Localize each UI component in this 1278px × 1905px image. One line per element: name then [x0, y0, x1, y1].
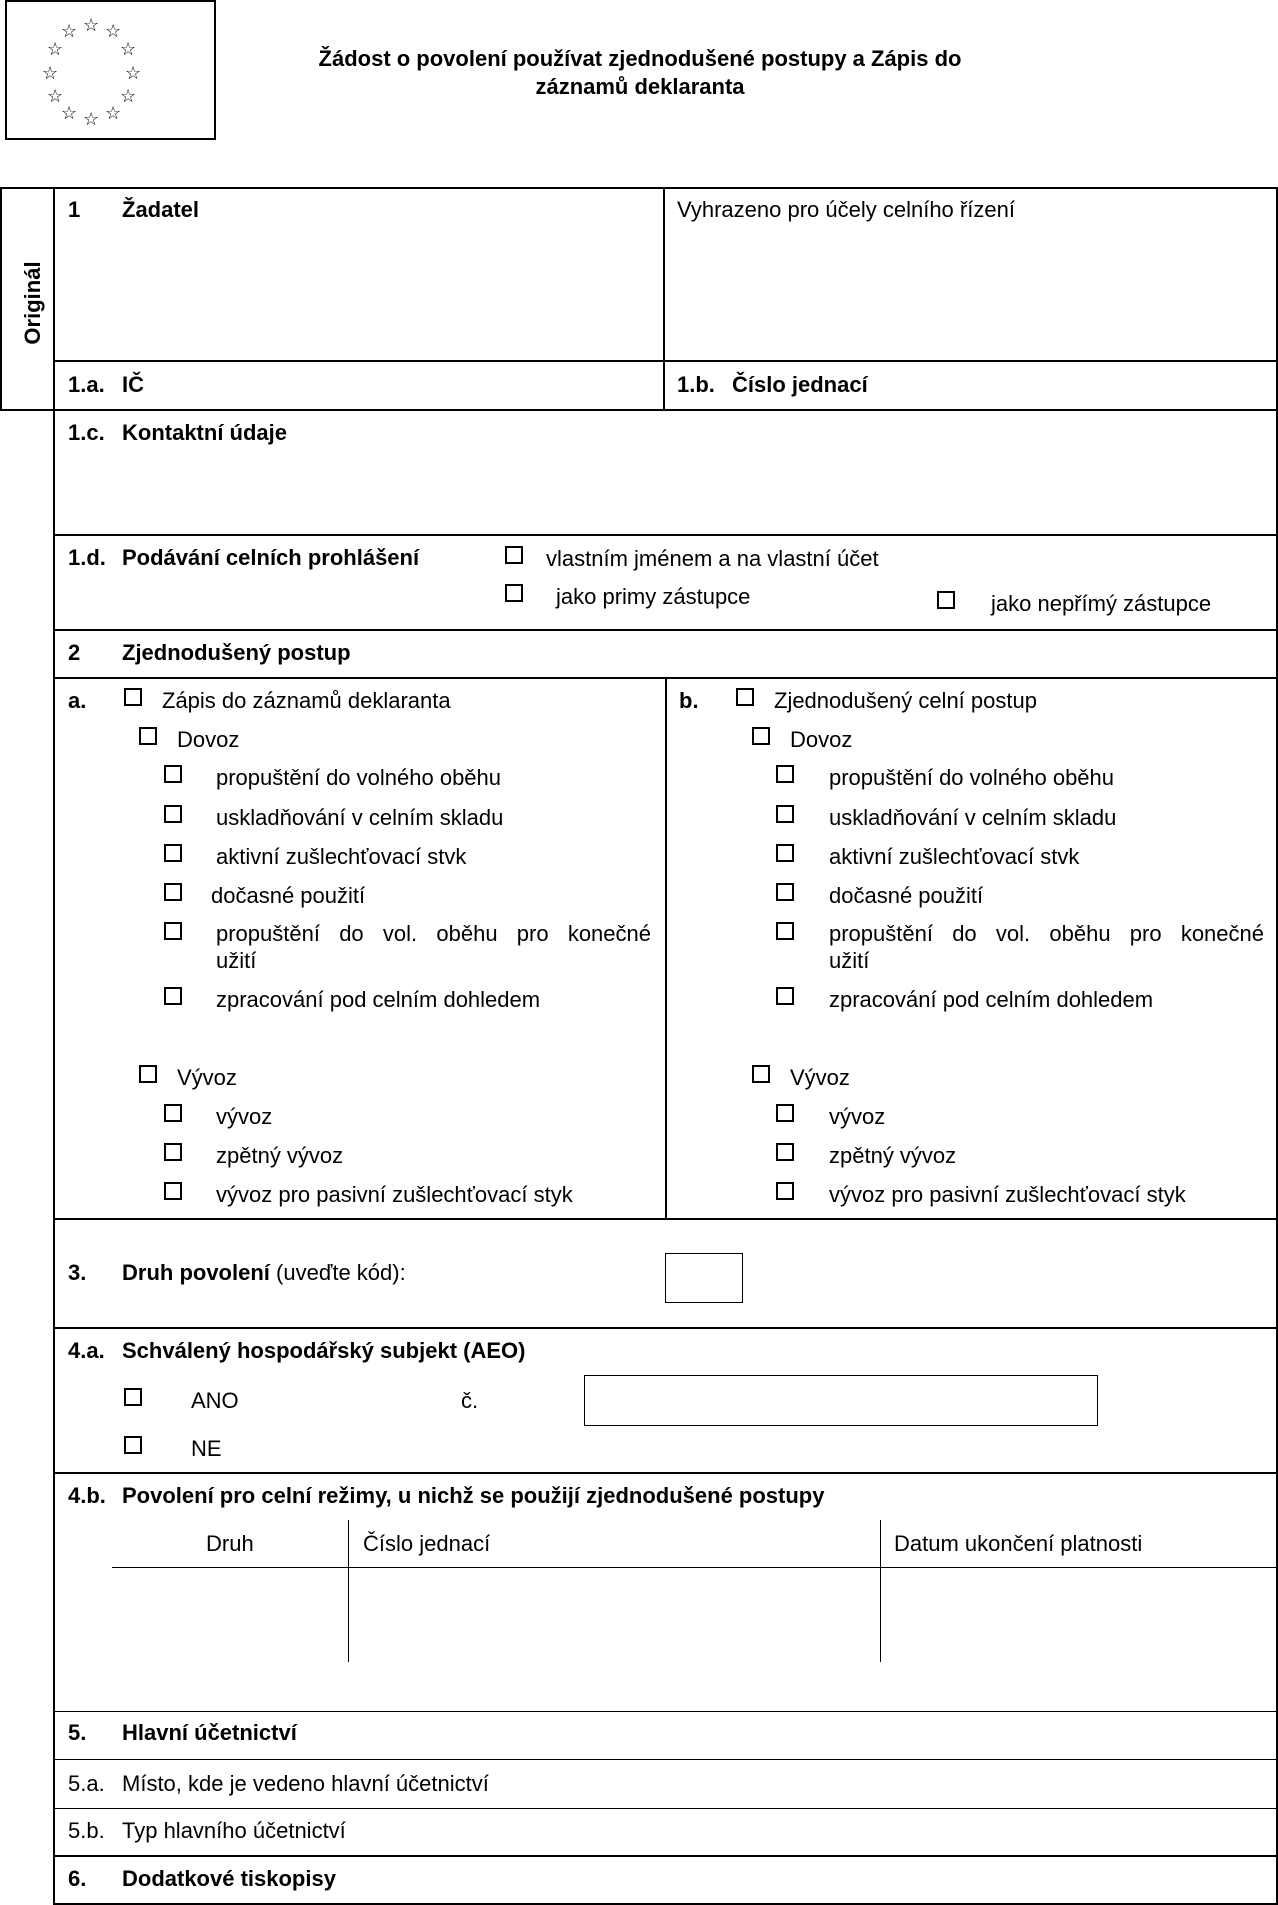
s1d-opt2-label: jako primy zástupce	[556, 584, 751, 609]
star-icon: ☆	[105, 21, 122, 41]
s2a-checkbox[interactable]	[124, 688, 142, 706]
s2a-dovoz-checkbox[interactable]	[139, 727, 157, 745]
s2a-import-checkbox-5[interactable]	[164, 922, 182, 940]
s5b-label: Typ hlavního účetnictví	[122, 1818, 346, 1843]
s2a-import-checkbox-1[interactable]	[164, 765, 182, 783]
s1c-num: 1.c.	[68, 420, 105, 445]
s4b-header-line	[112, 1567, 1278, 1568]
s3-hint: (uveďte kód):	[276, 1260, 406, 1285]
aeo-no-checkbox[interactable]	[124, 1436, 142, 1454]
s2b-import-checkbox-4[interactable]	[776, 883, 794, 901]
s2b-import-checkbox-1[interactable]	[776, 765, 794, 783]
s2-label: Zjednodušený postup	[122, 640, 351, 665]
reserved-label: Vyhrazeno pro účely celního řízení	[677, 197, 1015, 222]
s2b-import-checkbox-3[interactable]	[776, 844, 794, 862]
s1d-opt2-checkbox[interactable]	[505, 584, 523, 602]
s1a-label: IČ	[122, 372, 144, 397]
s2a-export-checkbox-1[interactable]	[164, 1104, 182, 1122]
s2-top	[53, 629, 1278, 631]
eu-flag-logo	[5, 0, 216, 140]
s1d-opt1-label: vlastním jménem a na vlastní účet	[546, 546, 879, 571]
star-icon: ☆	[125, 63, 142, 83]
s2a-import-label-5: propuštění do vol. oběhu pro konečné	[216, 921, 651, 946]
s2b-import-label-6: zpracování pod celním dohledem	[829, 987, 1154, 1012]
s5a-top	[53, 1759, 1278, 1760]
s3-num: 3.	[68, 1260, 87, 1285]
s4b-num: 4.b.	[68, 1483, 106, 1508]
s2b-import-label-5b: užití	[829, 948, 870, 973]
s2a-import-label-2: uskladňování v celním skladu	[216, 805, 504, 830]
s2b-import-label-5: propuštění do vol. oběhu pro konečné	[829, 921, 1264, 946]
s6-num: 6.	[68, 1866, 87, 1891]
s4b-label: Povolení pro celní režimy, u nichž se použijí zjednodušené postupy	[122, 1483, 825, 1508]
aeo-yes-checkbox[interactable]	[124, 1388, 142, 1406]
s2b-title: Zjednodušený celní postup	[774, 688, 1037, 713]
s5a-num: 5.a.	[68, 1771, 105, 1796]
frame-left-top	[0, 188, 2, 411]
s6-top	[53, 1855, 1278, 1857]
s2b-export-label-2: zpětný vývoz	[829, 1143, 957, 1168]
s2a-import-checkbox-4[interactable]	[164, 883, 182, 901]
s1d-opt3-label: jako nepřímý zástupce	[991, 591, 1212, 616]
s5-label: Hlavní účetnictví	[122, 1720, 297, 1745]
s2b-checkbox[interactable]	[736, 688, 754, 706]
s4b-col-type: Druh	[206, 1531, 254, 1556]
s2a-vyvoz-checkbox[interactable]	[139, 1065, 157, 1083]
s2a-import-label-1: propuštění do volného oběhu	[216, 765, 502, 790]
s5-top	[53, 1711, 1278, 1712]
s2b-import-checkbox-5[interactable]	[776, 922, 794, 940]
s2a-title: Zápis do záznamů deklaranta	[162, 688, 451, 713]
s4b-top	[53, 1472, 1278, 1474]
title-line-1: Žádost o povolení používat zjednodušené postupy a Zápis do	[318, 46, 962, 71]
s1b-label: Číslo jednací	[732, 372, 868, 397]
star-icon: ☆	[120, 39, 137, 59]
star-icon: ☆	[120, 86, 137, 106]
s2b-export-label-3: vývoz pro pasivní zušlechťovací styk	[829, 1182, 1186, 1207]
star-icon: ☆	[42, 63, 59, 83]
frame-left	[53, 187, 55, 1905]
frame-top	[0, 187, 1278, 189]
s2b-export-label-1: vývoz	[829, 1104, 886, 1129]
s2a-import-label-4: dočasné použití	[211, 883, 366, 908]
s5b-num: 5.b.	[68, 1818, 105, 1843]
s2a-import-checkbox-6[interactable]	[164, 987, 182, 1005]
s2a-vyvoz-label: Vývoz	[177, 1065, 237, 1090]
s1d-opt3-checkbox[interactable]	[937, 591, 955, 609]
s2-divider	[665, 677, 667, 1220]
s2b-import-checkbox-2[interactable]	[776, 805, 794, 823]
s2b-import-label-3: aktivní zušlechťovací stvk	[829, 844, 1080, 869]
s2b-export-checkbox-1[interactable]	[776, 1104, 794, 1122]
s1-label: Žadatel	[122, 197, 200, 222]
s1-num: 1	[68, 197, 81, 222]
s2b-dovoz-checkbox[interactable]	[752, 727, 770, 745]
star-icon: ☆	[47, 86, 64, 106]
s1d-num: 1.d.	[68, 545, 106, 570]
aeo-number-field[interactable]	[584, 1375, 1098, 1426]
s2a-letter: a.	[68, 688, 87, 713]
s1b-num: 1.b.	[677, 372, 715, 397]
star-icon: ☆	[61, 103, 78, 123]
s2a-export-label-1: vývoz	[216, 1104, 273, 1129]
star-icon: ☆	[83, 109, 100, 129]
s4b-col-divider-2	[880, 1520, 881, 1662]
star-icon: ☆	[47, 39, 64, 59]
s2b-letter: b.	[679, 688, 699, 713]
s2a-import-label-5b: užití	[216, 948, 257, 973]
s6-label: Dodatkové tiskopisy	[122, 1866, 336, 1891]
s2b-dovoz-label: Dovoz	[790, 727, 853, 752]
s5b-top	[53, 1808, 1278, 1809]
s2a-export-label-2: zpětný vývoz	[216, 1143, 344, 1168]
s1c-top	[53, 409, 1278, 411]
s4a-num: 4.a.	[68, 1338, 105, 1363]
s1d-label: Podávání celních prohlášení	[122, 545, 420, 570]
s2b-vyvoz-checkbox[interactable]	[752, 1065, 770, 1083]
s3-top	[53, 1218, 1278, 1220]
s2a-import-checkbox-2[interactable]	[164, 805, 182, 823]
s2a-import-checkbox-3[interactable]	[164, 844, 182, 862]
s1a-top	[53, 360, 1278, 362]
page-title	[240, 45, 1040, 101]
s2b-import-label-4: dočasné použití	[829, 883, 984, 908]
s5-num: 5.	[68, 1720, 87, 1745]
s2-num: 2	[68, 640, 81, 665]
s4a-top	[53, 1327, 1278, 1329]
s4b-col-divider-1	[348, 1520, 349, 1662]
aeo-number-label: č.	[461, 1388, 479, 1413]
s1d-top	[53, 534, 1278, 536]
s2b-export-checkbox-2[interactable]	[776, 1143, 794, 1161]
authorization-code-field[interactable]	[665, 1253, 743, 1303]
aeo-yes-label: ANO	[191, 1388, 239, 1413]
s3-label-row	[122, 1260, 406, 1286]
s1-divider	[663, 187, 665, 410]
copy-label: Originál	[20, 261, 45, 345]
s2a-export-checkbox-3[interactable]	[164, 1182, 182, 1200]
star-icon: ☆	[83, 15, 100, 35]
frame-original-bottom	[0, 409, 54, 411]
title-line-2: záznamů deklaranta	[535, 74, 745, 99]
star-icon: ☆	[105, 103, 122, 123]
s1a-num: 1.a.	[68, 372, 105, 397]
s5a-label: Místo, kde je vedeno hlavní účetnictví	[122, 1771, 489, 1796]
s2b-import-label-1: propuštění do volného oběhu	[829, 765, 1115, 790]
s4b-col-expiry: Datum ukončení platnosti	[894, 1531, 1143, 1556]
s3-label: Druh povolení	[122, 1260, 270, 1285]
s2a-import-label-3: aktivní zušlechťovací stvk	[216, 844, 467, 869]
s2a-import-label-6: zpracování pod celním dohledem	[216, 987, 541, 1012]
s2b-import-label-2: uskladňování v celním skladu	[829, 805, 1117, 830]
s2a-export-label-3: vývoz pro pasivní zušlechťovací styk	[216, 1182, 573, 1207]
s1d-opt1-checkbox[interactable]	[505, 546, 523, 564]
s2b-vyvoz-label: Vývoz	[790, 1065, 850, 1090]
s2b-export-checkbox-3[interactable]	[776, 1182, 794, 1200]
star-icon: ☆	[61, 21, 78, 41]
s2a-dovoz-label: Dovoz	[177, 727, 240, 752]
s4a-label: Schválený hospodářský subjekt (AEO)	[122, 1338, 526, 1363]
s2a-export-checkbox-2[interactable]	[164, 1143, 182, 1161]
s1c-label: Kontaktní údaje	[122, 420, 288, 445]
aeo-no-label: NE	[191, 1436, 222, 1461]
s4b-col-ref: Číslo jednací	[363, 1531, 491, 1556]
s2b-import-checkbox-6[interactable]	[776, 987, 794, 1005]
